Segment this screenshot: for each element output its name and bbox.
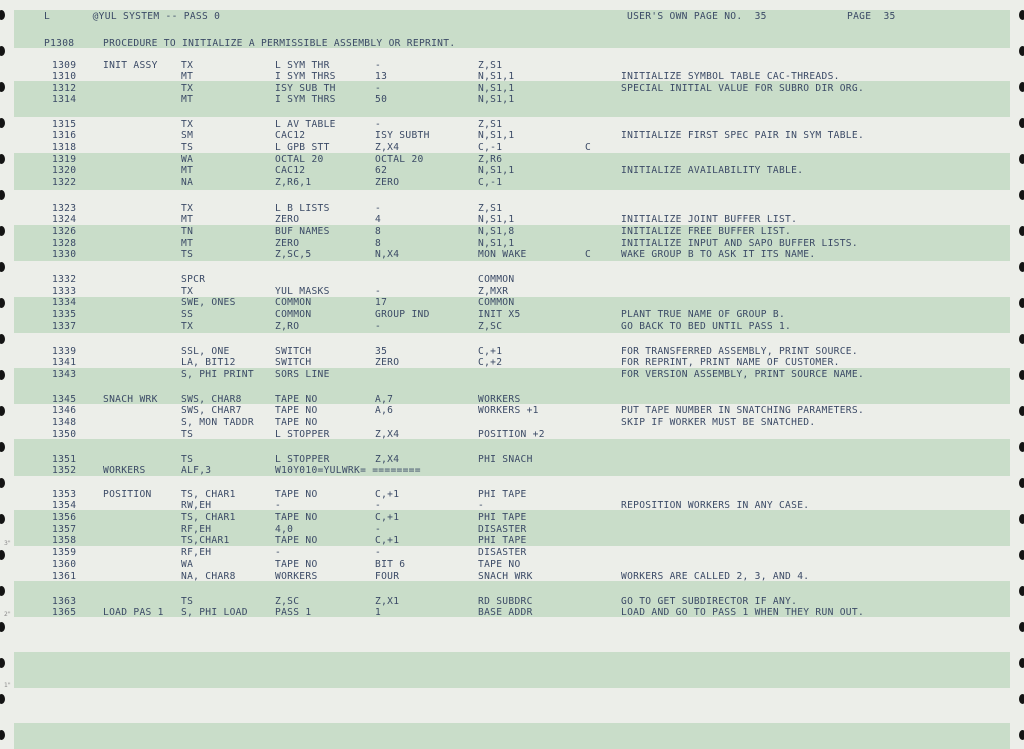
comment-text: PUT TAPE NUMBER IN SNATCHING PARAMETERS. (621, 405, 865, 416)
operation-code: RF,EH (181, 547, 212, 558)
operation-code: SWS, CHAR7 (181, 405, 242, 416)
address-field-1: TAPE NO (275, 559, 318, 570)
address-field-3: DISASTER (478, 524, 527, 535)
address-field-3: COMMON (478, 274, 515, 285)
address-field-2: N,X4 (375, 249, 400, 260)
address-field-2: 17 (375, 297, 388, 308)
tractor-feed-hole (1019, 46, 1024, 56)
line-number: 1363 (52, 596, 77, 607)
tractor-feed-hole (0, 10, 5, 20)
comment-text: INITIALIZE FIRST SPEC PAIR IN SYM TABLE. (621, 130, 865, 141)
address-field-2: C,+1 (375, 535, 400, 546)
operation-code: TS (181, 249, 194, 260)
address-field-2: OCTAL 20 (375, 154, 424, 165)
address-field-3: WORKERS (478, 394, 521, 405)
address-field-3: RD SUBDRC (478, 596, 533, 607)
tractor-feed-hole (1019, 226, 1024, 236)
operation-code: TS (181, 596, 194, 607)
comment-text: REPOSITION WORKERS IN ANY CASE. (621, 500, 810, 511)
line-number: 1324 (52, 214, 77, 225)
address-field-2: 35 (375, 346, 388, 357)
line-number: 1332 (52, 274, 77, 285)
comment-text: LOAD AND GO TO PASS 1 WHEN THEY RUN OUT. (621, 607, 865, 618)
operation-code: S, MON TADDR (181, 417, 254, 428)
tractor-feed-hole (0, 514, 5, 524)
tractor-feed-hole (0, 190, 5, 200)
address-field-1: ZERO (275, 214, 300, 225)
address-field-1: ZERO (275, 238, 300, 249)
address-field-3: N,S1,1 (478, 165, 515, 176)
address-field-3: PHI TAPE (478, 535, 527, 546)
address-field-2: Z,X1 (375, 596, 400, 607)
operation-code: TS (181, 142, 194, 153)
address-field-1: TAPE NO (275, 489, 318, 500)
line-number: 1354 (52, 500, 77, 511)
address-field-2: - (375, 83, 382, 94)
margin-mark: 2" (4, 611, 11, 618)
address-field-1: OCTAL 20 (275, 154, 324, 165)
address-field-3: C,-1 (478, 142, 503, 153)
address-field-2: - (375, 286, 382, 297)
tractor-feed-hole (0, 730, 5, 740)
address-field-3: N,S1,1 (478, 94, 515, 105)
line-number: 1337 (52, 321, 77, 332)
address-field-1: - (275, 547, 282, 558)
comment-text: WORKERS ARE CALLED 2, 3, AND 4. (621, 571, 810, 582)
line-number: 1350 (52, 429, 77, 440)
line-number: 1326 (52, 226, 77, 237)
address-field-1: TAPE NO (275, 417, 318, 428)
line-number: 1333 (52, 286, 77, 297)
operation-code: MT (181, 214, 194, 225)
address-field-2: 13 (375, 71, 388, 82)
address-field-1: L STOPPER (275, 429, 330, 440)
address-field-2: 62 (375, 165, 388, 176)
line-number: 1310 (52, 71, 77, 82)
line-number: 1356 (52, 512, 77, 523)
comment-text: INITIALIZE INPUT AND SAPO BUFFER LISTS. (621, 238, 858, 249)
line-number: 1345 (52, 394, 77, 405)
line-number: 1323 (52, 203, 77, 214)
operation-code: S, PHI PRINT (181, 369, 254, 380)
address-field-1: L AV TABLE (275, 119, 336, 130)
line-number: 1320 (52, 165, 77, 176)
tractor-feed-hole (0, 298, 5, 308)
operation-code: TS (181, 454, 194, 465)
tractor-feed-hole (0, 370, 5, 380)
operation-code: ALF,3 (181, 465, 212, 476)
tractor-feed-hole (1019, 586, 1024, 596)
address-field-2: Z,X4 (375, 142, 400, 153)
comment-text: FOR REPRINT, PRINT NAME OF CUSTOMER. (621, 357, 840, 368)
address-field-1: CAC12 (275, 165, 306, 176)
address-field-2: A,6 (375, 405, 394, 416)
address-field-3: SNACH WRK (478, 571, 533, 582)
tractor-feed-hole (1019, 154, 1024, 164)
comment-text: GO TO GET SUBDIRECTOR IF ANY. (621, 596, 798, 607)
tractor-feed-hole (1019, 622, 1024, 632)
tractor-feed-hole (0, 46, 5, 56)
address-field-3: N,S1,8 (478, 226, 515, 237)
tractor-feed-hole (0, 586, 5, 596)
address-field-2: C,+1 (375, 512, 400, 523)
address-field-3: DISASTER (478, 547, 527, 558)
comment-text: INITIALIZE SYMBOL TABLE CAC-THREADS. (621, 71, 840, 82)
operation-code: NA, CHAR8 (181, 571, 236, 582)
address-field-2: 8 (375, 226, 382, 237)
operation-code: MT (181, 71, 194, 82)
green-band (14, 723, 1010, 749)
address-field-2: 1 (375, 607, 382, 618)
operation-code: MT (181, 94, 194, 105)
address-field-1: BUF NAMES (275, 226, 330, 237)
address-field-1: W10Y010=YULWRK= ======== (275, 465, 421, 476)
operation-code: TS (181, 429, 194, 440)
tractor-feed-hole (1019, 298, 1024, 308)
tractor-feed-hole (1019, 82, 1024, 92)
address-field-1: TAPE NO (275, 535, 318, 546)
tractor-feed-hole (1019, 190, 1024, 200)
address-field-2: ISY SUBTH (375, 130, 430, 141)
operation-code: S, PHI LOAD (181, 607, 248, 618)
address-field-1: CAC12 (275, 130, 306, 141)
address-field-3: MON WAKE (478, 249, 527, 260)
address-field-1: Z,SC (275, 596, 300, 607)
address-field-3: COMMON (478, 297, 515, 308)
tractor-feed-hole (1019, 550, 1024, 560)
tractor-feed-hole (1019, 730, 1024, 740)
line-number: 1335 (52, 309, 77, 320)
operation-code: RW,EH (181, 500, 212, 511)
operation-code: SSL, ONE (181, 346, 230, 357)
address-field-1: 4,0 (275, 524, 294, 535)
address-field-1: SORS LINE (275, 369, 330, 380)
comment-text: INITIALIZE JOINT BUFFER LIST. (621, 214, 798, 225)
address-field-1: L STOPPER (275, 454, 330, 465)
tractor-feed-hole (0, 694, 5, 704)
tractor-feed-hole (0, 154, 5, 164)
card-flag: C (585, 142, 592, 153)
user-page-label: USER'S OWN PAGE NO. 35 (627, 11, 767, 22)
address-field-2: - (375, 500, 382, 511)
line-number: 1322 (52, 177, 77, 188)
address-field-2: 50 (375, 94, 388, 105)
address-field-2: - (375, 203, 382, 214)
operation-code: SM (181, 130, 194, 141)
line-number: 1348 (52, 417, 77, 428)
operation-code: WA (181, 154, 194, 165)
line-number: 1351 (52, 454, 77, 465)
line-number: 1357 (52, 524, 77, 535)
address-field-2: - (375, 524, 382, 535)
tractor-feed-hole (0, 442, 5, 452)
tractor-feed-hole (0, 334, 5, 344)
comment-text: SPECIAL INITIAL VALUE FOR SUBRO DIR ORG. (621, 83, 865, 94)
address-field-2: GROUP IND (375, 309, 430, 320)
address-field-3: Z,SC (478, 321, 503, 332)
comment-text: PLANT TRUE NAME OF GROUP B. (621, 309, 786, 320)
tractor-feed-hole (1019, 514, 1024, 524)
statement-label: LOAD PAS 1 (103, 607, 164, 618)
line-number: 1360 (52, 559, 77, 570)
procedure-title: PROCEDURE TO INITIALIZE A PERMISSIBLE ASSEMBLY OR REPRINT. (103, 38, 456, 49)
operation-code: NA (181, 177, 194, 188)
address-field-1: SWITCH (275, 346, 312, 357)
tractor-feed-hole (1019, 478, 1024, 488)
operation-code: RF,EH (181, 524, 212, 535)
tractor-feed-hole (0, 226, 5, 236)
line-number: 1365 (52, 607, 77, 618)
statement-label: SNACH WRK (103, 394, 158, 405)
address-field-1: - (275, 500, 282, 511)
operation-code: TS,CHAR1 (181, 535, 230, 546)
line-number: 1318 (52, 142, 77, 153)
line-number: 1334 (52, 297, 77, 308)
operation-code: LA, BIT12 (181, 357, 236, 368)
operation-code: TX (181, 286, 194, 297)
address-field-2: - (375, 119, 382, 130)
address-field-3: PHI SNACH (478, 454, 533, 465)
green-band (14, 652, 1010, 688)
tractor-feed-hole (0, 622, 5, 632)
line-number: 1312 (52, 83, 77, 94)
address-field-1: Z,R6,1 (275, 177, 312, 188)
address-field-3: Z,MXR (478, 286, 509, 297)
header-left: L @YUL SYSTEM -- PASS 0 (44, 11, 221, 22)
address-field-1: I SYM THRS (275, 71, 336, 82)
operation-code: WA (181, 559, 194, 570)
comment-text: GO BACK TO BED UNTIL PASS 1. (621, 321, 792, 332)
tractor-feed-hole (0, 478, 5, 488)
address-field-3: C,+1 (478, 346, 503, 357)
tractor-feed-hole (0, 82, 5, 92)
operation-code: SS (181, 309, 194, 320)
operation-code: TX (181, 83, 194, 94)
tractor-feed-hole (1019, 262, 1024, 272)
address-field-2: Z,X4 (375, 429, 400, 440)
address-field-3: N,S1,1 (478, 83, 515, 94)
comment-text: INITIALIZE FREE BUFFER LIST. (621, 226, 792, 237)
line-number: 1309 (52, 60, 77, 71)
address-field-1: L B LISTS (275, 203, 330, 214)
tractor-feed-hole (0, 406, 5, 416)
line-number: 1346 (52, 405, 77, 416)
line-number: 1361 (52, 571, 77, 582)
comment-text: INITIALIZE AVAILABILITY TABLE. (621, 165, 804, 176)
operation-code: TS, CHAR1 (181, 512, 236, 523)
operation-code: TS, CHAR1 (181, 489, 236, 500)
tractor-feed-hole (1019, 442, 1024, 452)
address-field-3: INIT X5 (478, 309, 521, 320)
comment-text: FOR TRANSFERRED ASSEMBLY, PRINT SOURCE. (621, 346, 858, 357)
address-field-1: I SYM THRS (275, 94, 336, 105)
address-field-2: ZERO (375, 177, 400, 188)
address-field-3: POSITION +2 (478, 429, 545, 440)
address-field-2: Z,X4 (375, 454, 400, 465)
address-field-3: N,S1,1 (478, 130, 515, 141)
operation-code: TX (181, 119, 194, 130)
operation-code: SWE, ONES (181, 297, 236, 308)
line-number: 1316 (52, 130, 77, 141)
operation-code: TX (181, 203, 194, 214)
address-field-1: COMMON (275, 297, 312, 308)
tractor-feed-hole (1019, 118, 1024, 128)
margin-mark: 1" (4, 682, 11, 689)
line-number: 1353 (52, 489, 77, 500)
address-field-1: TAPE NO (275, 512, 318, 523)
address-field-2: - (375, 547, 382, 558)
line-number: 1339 (52, 346, 77, 357)
address-field-1: COMMON (275, 309, 312, 320)
tractor-feed-hole (1019, 406, 1024, 416)
address-field-2: A,7 (375, 394, 394, 405)
line-number: 1328 (52, 238, 77, 249)
address-field-2: - (375, 60, 382, 71)
line-number: 1358 (52, 535, 77, 546)
address-field-2: C,+1 (375, 489, 400, 500)
address-field-3: TAPE NO (478, 559, 521, 570)
operation-code: MT (181, 165, 194, 176)
address-field-1: ISY SUB TH (275, 83, 336, 94)
line-number: 1341 (52, 357, 77, 368)
tractor-feed-hole (1019, 658, 1024, 668)
address-field-3: Z,R6 (478, 154, 503, 165)
statement-label: INIT ASSY (103, 60, 158, 71)
line-number: 1343 (52, 369, 77, 380)
line-number: 1314 (52, 94, 77, 105)
tractor-feed-hole (0, 658, 5, 668)
address-field-1: Z,RO (275, 321, 300, 332)
operation-code: TX (181, 321, 194, 332)
margin-mark: 3" (4, 540, 11, 547)
address-field-2: 4 (375, 214, 382, 225)
line-number: 1352 (52, 465, 77, 476)
comment-text: WAKE GROUP B TO ASK IT ITS NAME. (621, 249, 816, 260)
address-field-1: L GPB STT (275, 142, 330, 153)
line-number: 1315 (52, 119, 77, 130)
address-field-1: WORKERS (275, 571, 318, 582)
address-field-3: N,S1,1 (478, 71, 515, 82)
address-field-2: BIT 6 (375, 559, 406, 570)
tractor-feed-hole (0, 118, 5, 128)
tractor-feed-hole (0, 262, 5, 272)
address-field-3: PHI TAPE (478, 512, 527, 523)
address-field-1: Z,SC,5 (275, 249, 312, 260)
address-field-2: FOUR (375, 571, 400, 582)
line-number: 1330 (52, 249, 77, 260)
address-field-2: 8 (375, 238, 382, 249)
address-field-2: - (375, 321, 382, 332)
tractor-feed-hole (1019, 334, 1024, 344)
address-field-3: Z,S1 (478, 60, 503, 71)
page-number: PAGE 35 (847, 11, 896, 22)
tractor-feed-hole (1019, 370, 1024, 380)
address-field-3: - (478, 500, 485, 511)
address-field-3: BASE ADDR (478, 607, 533, 618)
address-field-1: PASS 1 (275, 607, 312, 618)
operation-code: TN (181, 226, 194, 237)
address-field-2: ZERO (375, 357, 400, 368)
address-field-3: PHI TAPE (478, 489, 527, 500)
address-field-1: SWITCH (275, 357, 312, 368)
comment-text: FOR VERSION ASSEMBLY, PRINT SOURCE NAME. (621, 369, 865, 380)
tractor-feed-hole (1019, 10, 1024, 20)
statement-label: WORKERS (103, 465, 146, 476)
address-field-3: WORKERS +1 (478, 405, 539, 416)
card-flag: C (585, 249, 592, 260)
procedure-id: P1308 (44, 38, 75, 49)
address-field-3: N,S1,1 (478, 238, 515, 249)
address-field-3: C,-1 (478, 177, 503, 188)
address-field-3: C,+2 (478, 357, 503, 368)
address-field-1: L SYM THR (275, 60, 330, 71)
address-field-3: N,S1,1 (478, 214, 515, 225)
line-number: 1319 (52, 154, 77, 165)
address-field-1: YUL MASKS (275, 286, 330, 297)
operation-code: SPCR (181, 274, 206, 285)
line-number: 1359 (52, 547, 77, 558)
address-field-3: Z,S1 (478, 119, 503, 130)
tractor-feed-hole (0, 550, 5, 560)
address-field-1: TAPE NO (275, 405, 318, 416)
operation-code: TX (181, 60, 194, 71)
operation-code: MT (181, 238, 194, 249)
operation-code: SWS, CHAR8 (181, 394, 242, 405)
comment-text: SKIP IF WORKER MUST BE SNATCHED. (621, 417, 816, 428)
address-field-1: TAPE NO (275, 394, 318, 405)
address-field-3: Z,S1 (478, 203, 503, 214)
statement-label: POSITION (103, 489, 152, 500)
tractor-feed-hole (1019, 694, 1024, 704)
